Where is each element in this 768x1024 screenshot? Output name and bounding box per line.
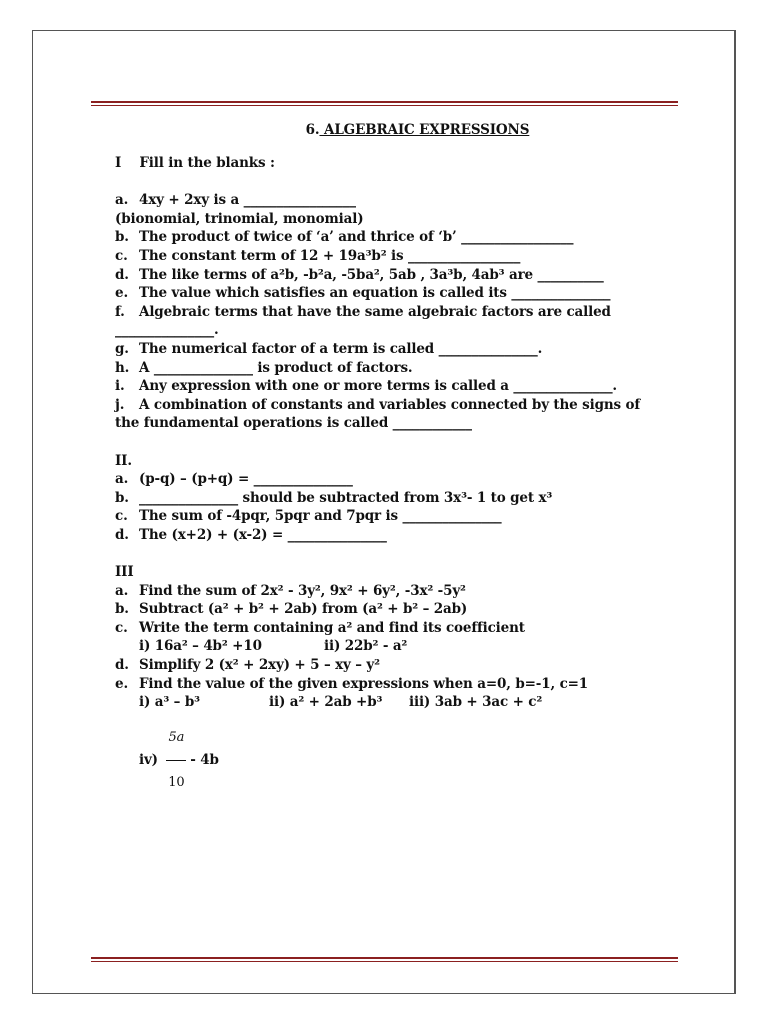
item-label: c. xyxy=(115,508,128,525)
question-1-10 xyxy=(115,377,660,396)
item-label: a. xyxy=(115,471,129,488)
section-2-heading: II. xyxy=(115,452,132,469)
question-1-5 xyxy=(115,284,660,303)
item-text: _______________ should be subtracted from 3x³- 1 to get x³ xyxy=(139,489,553,506)
item-text: the fundamental operations is called ____________ xyxy=(115,415,472,432)
item-label: b. xyxy=(115,601,129,618)
item-label: a. xyxy=(115,582,129,599)
question-2-1 xyxy=(115,489,660,508)
question-2-2 xyxy=(115,507,660,526)
item-label: i. xyxy=(115,378,125,395)
question-1-9 xyxy=(115,359,660,378)
item-text: 4xy + 2xy is a _________________ xyxy=(139,192,356,209)
section-3-items xyxy=(115,582,660,638)
item-text: The sum of -4pqr, 5pqr and 7pqr is _______________ xyxy=(139,508,502,525)
item-text: The (x+2) + (x-2) = _______________ xyxy=(139,526,387,543)
bottom-divider xyxy=(91,957,678,962)
item-text: _______________. xyxy=(115,322,219,339)
item-label: g. xyxy=(115,340,129,357)
question-3e-iv: iv) $\frac{5a}{10}$ - 4b xyxy=(115,718,660,758)
item-label: b. xyxy=(115,229,129,246)
question-3d: d. Simplify 2 (x² + 2xy) + 5 – xy – y² xyxy=(115,657,380,674)
question-3c-ii: ii) 22b² - a² xyxy=(324,638,408,655)
section-2-items xyxy=(115,470,660,544)
item-label: f. xyxy=(115,303,125,320)
question-1-2 xyxy=(115,228,660,247)
item-text: Write the term containing a² and find its coefficient xyxy=(139,619,525,636)
question-1-12 xyxy=(115,414,660,433)
question-3e: e. Find the value of the given expressions when a=0, b=-1, c=1 xyxy=(115,675,589,692)
section-1-heading: I Fill in the blanks : xyxy=(115,155,275,171)
question-1-4 xyxy=(115,266,660,285)
question-1-11 xyxy=(115,396,660,415)
question-1-6 xyxy=(115,303,660,322)
question-3e-i: i) a³ – b³ xyxy=(139,694,200,711)
question-3-0 xyxy=(115,582,660,601)
item-text: Any expression with one or more terms is called a _______________. xyxy=(139,378,617,395)
page-title: 6. ALGEBRAIC EXPRESSIONS xyxy=(305,122,530,138)
item-text: A combination of constants and variables connected by the signs of xyxy=(139,396,641,413)
item-text: (p-q) – (p+q) = _______________ xyxy=(139,471,353,488)
question-1-3 xyxy=(115,247,660,266)
item-label: d. xyxy=(115,266,129,283)
question-1-7 xyxy=(115,321,660,340)
item-text: The numerical factor of a term is called _______________. xyxy=(139,340,543,357)
question-1-1 xyxy=(115,210,660,229)
item-label: d. xyxy=(115,526,129,543)
item-label: h. xyxy=(115,359,130,376)
question-3c-parts xyxy=(115,637,660,656)
question-3e-parts xyxy=(115,693,660,712)
question-3e-ii: ii) a² + 2ab +b³ xyxy=(269,694,383,711)
question-3e-iii: iii) 3ab + 3ac + c² xyxy=(409,694,543,711)
section-3-heading: III xyxy=(115,564,134,581)
item-text: Algebraic terms that have the same algebraic factors are called xyxy=(139,303,611,320)
item-text: Subtract (a² + b² + 2ab) from (a² + b² – 2ab) xyxy=(139,601,468,618)
item-text: The like terms of a²b, -b²a, -5ba², 5ab , 3a³b, 4ab³ are __________ xyxy=(139,266,604,283)
item-label: c. xyxy=(115,619,128,636)
item-text: The value which satisfies an equation is called its _______________ xyxy=(139,285,611,302)
section-1-items xyxy=(115,191,660,433)
question-3-1 xyxy=(115,600,660,619)
top-divider xyxy=(91,101,678,106)
question-3-2 xyxy=(115,619,660,638)
item-label: a. xyxy=(115,192,129,209)
question-2-3 xyxy=(115,526,660,545)
item-text: Find the sum of 2x² - 3y², 9x² + 6y², -3x² -5y² xyxy=(139,582,466,599)
item-label: j. xyxy=(115,396,125,413)
worksheet xyxy=(115,122,660,790)
item-text: (bionomial, trinomial, monomial) xyxy=(115,210,364,227)
question-3c-i: i) 16a² – 4b² +10 xyxy=(139,638,262,655)
item-label: e. xyxy=(115,285,128,302)
item-text: The constant term of 12 + 19a³b² is _________________ xyxy=(139,247,521,264)
question-1-8 xyxy=(115,340,660,359)
question-1-0 xyxy=(115,191,660,210)
item-label: b. xyxy=(115,489,129,506)
item-text: The product of twice of ‘a’ and thrice of ‘b’ _________________ xyxy=(139,229,574,246)
question-2-0 xyxy=(115,470,660,489)
item-text: A _______________ is product of factors. xyxy=(139,359,413,376)
item-label: c. xyxy=(115,247,128,264)
fraction: $\frac{5a}{10}$ xyxy=(166,718,186,803)
